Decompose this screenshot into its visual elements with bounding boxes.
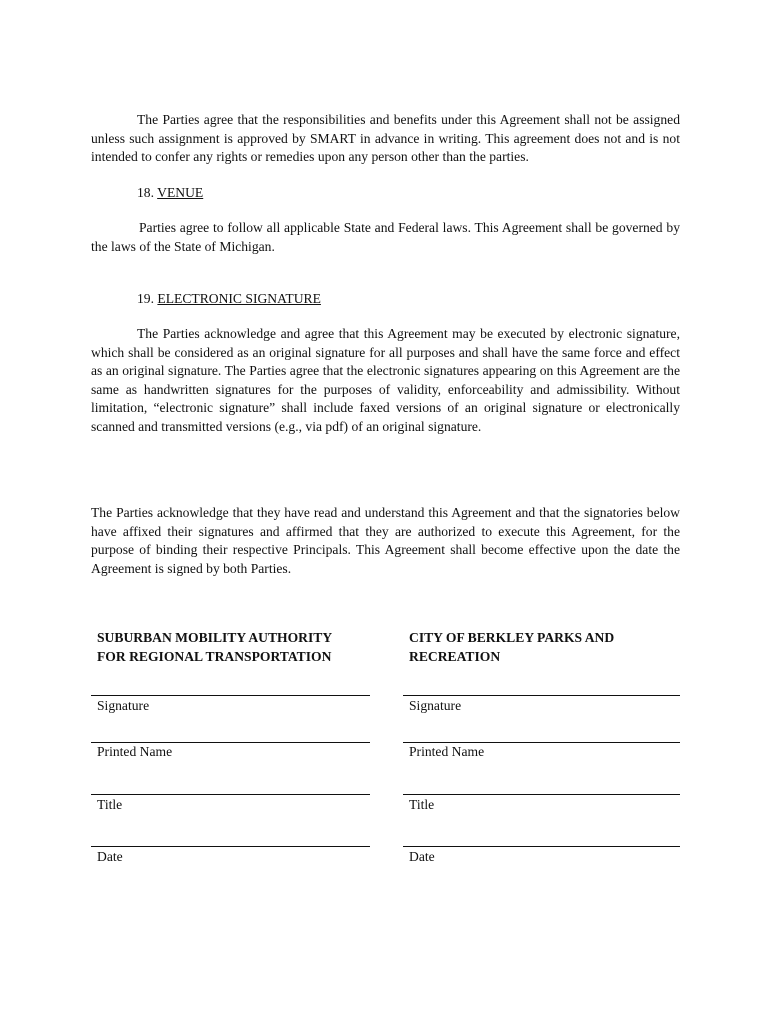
right-title-line[interactable] (403, 794, 680, 795)
venue-paragraph: Parties agree to follow all applicable State and Federal laws. This Agreement shall be governed by the laws of the State of Michigan. (91, 220, 680, 254)
right-signature-line[interactable] (403, 695, 680, 696)
electronic-signature-heading (137, 290, 321, 308)
electronic-signature-section-number: 19. (137, 291, 154, 306)
venue-section-number: 18. (137, 185, 154, 200)
party-left-line2: FOR REGIONAL TRANSPORTATION (97, 648, 332, 664)
left-title-line[interactable] (91, 794, 370, 795)
party-right-line1: CITY OF BERKLEY PARKS AND (409, 630, 615, 645)
electronic-signature-paragraph: The Parties acknowledge and agree that this Agreement may be executed by electronic signature, which shall be considered as an original signature for all purposes and shall have the same force and effect as an original signature. The Parties agree that the electronic signatures appearing on this Agreement are the same as handwritten signatures for the purposes of validity, enforceability and admissibility. Without limitation, “electronic signature” shall include faxed versions of an original signature or electronically scanned and transmitted versions (e.g., via pdf) of an original signature. (91, 326, 680, 434)
party-left-line1: SUBURBAN MOBILITY AUTHORITY (97, 630, 333, 645)
right-printed-name-label: Printed Name (409, 744, 485, 759)
left-date-label: Date (97, 849, 123, 864)
left-signature-line[interactable] (91, 695, 370, 696)
left-signature-label: Signature (97, 698, 150, 713)
venue-section-title: VENUE (157, 185, 204, 200)
party-right-line2: RECREATION (409, 648, 501, 664)
right-date-label: Date (409, 849, 435, 864)
right-printed-name-line[interactable] (403, 742, 680, 743)
party-right-name (409, 629, 614, 666)
right-title-label: Title (409, 797, 435, 812)
acknowledgment-paragraph: The Parties acknowledge that they have read and understand this Agreement and that the signatories below have affixed their signatures and affirmed that they are authorized to execute this Agreement, for the purpose of binding their respective Principals. This Agreement shall become effective upon the date the Agreement is signed by both Parties. (91, 505, 680, 576)
right-signature-label: Signature (409, 698, 462, 713)
left-date-line[interactable] (91, 846, 370, 847)
venue-heading (137, 184, 203, 202)
left-title-label: Title (97, 797, 123, 812)
left-printed-name-line[interactable] (91, 742, 370, 743)
assignment-paragraph: The Parties agree that the responsibilities and benefits under this Agreement shall not be assigned unless such assignment is approved by SMART in advance in writing. This agreement does not and is not intended to confer any rights or remedies upon any person other than the parties. (91, 112, 680, 164)
left-printed-name-label: Printed Name (97, 744, 173, 759)
electronic-signature-section-title: ELECTRONIC SIGNATURE (157, 291, 321, 306)
right-date-line[interactable] (403, 846, 680, 847)
party-left-name (97, 629, 332, 666)
